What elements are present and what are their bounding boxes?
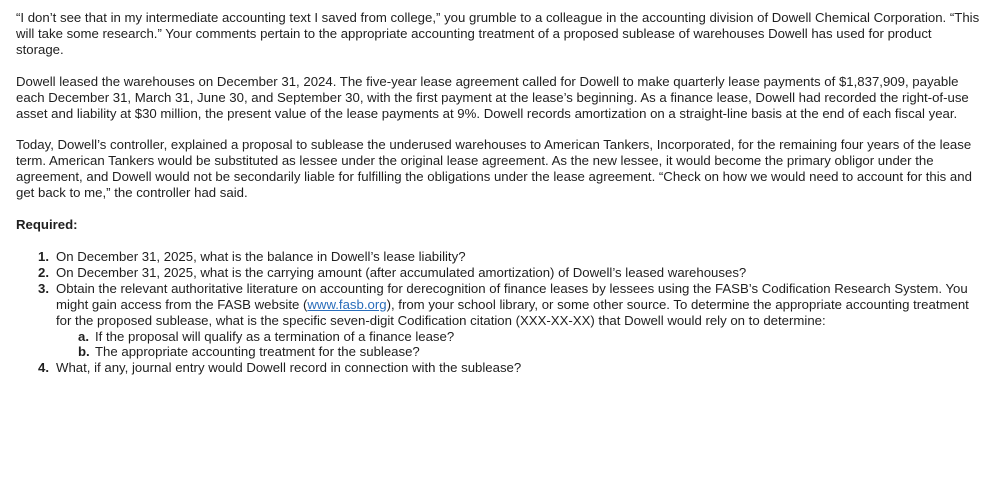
intro-paragraph-3: Today, Dowell’s controller, explained a proposal to sublease the underused warehouses to American Tankers, Incorporated, for the remaining four years of the lease term. American Tankers would be substituted as lessee under the original lease agreement. As the new lessee, it would become the primary obligor under the agreement, and Dowell would not be secondarily liable for fulfilling the obligations under the lease agreement. “Check on how we would need to account for this and get back to me,” the controller had said. <box>16 137 972 201</box>
required-item-3 <box>38 281 982 361</box>
required-subitem-letter: b. <box>78 344 90 360</box>
required-item-text: On December 31, 2025, what is the carrying amount (after accumulated amortization) of Dowell’s leased warehouses? <box>56 264 747 280</box>
required-item-number: 3. <box>38 280 49 296</box>
required-subitem-letter: a. <box>78 328 89 344</box>
required-subitem-list <box>56 329 982 361</box>
required-item-text-block <box>56 281 982 361</box>
required-item-4 <box>38 360 982 376</box>
required-item-text-start: Obtain the relevant authoritative literature on accounting for derecognition of finance leases by lessees using the FASB’s Codification Research System. You might gain access from the FASB website ( <box>56 280 968 312</box>
intro-paragraph-2: Dowell leased the warehouses on December 31, 2024. The five-year lease agreement called for Dowell to make quarterly lease payments of $1,837,909, payable each December 31, March 31, June 30, and September 30, with the first payment at the lease’s beginning. As a finance lease, Dowell had recorded the right-of-use asset and liability at $30 million, the present value of the lease payments at 9%. Dowell records amortization on a straight-line basis at the end of each fiscal year. <box>16 73 969 121</box>
required-subitem-b <box>78 344 982 360</box>
required-subitem-a <box>78 329 982 345</box>
required-item-1 <box>38 249 982 265</box>
intro-paragraph-1: “I don’t see that in my intermediate accounting text I saved from college,” you grumble to a colleague in the accounting division of Dowell Chemical Corporation. “This will take some research.” Your comments pertain to the appropriate accounting treatment of a proposed sublease of warehouses Dowell has used for product storage. <box>16 10 980 57</box>
required-item-text-end: ), from your school library, or some other source. To determine the appropriate accounting treatment for the proposed sublease, what is the specific seven-digit Codification citation (XXX-XX-XX) that Dowell would rely on to determine: <box>56 296 969 328</box>
required-heading: Required: <box>16 217 78 233</box>
required-list <box>16 249 982 376</box>
required-item-text: On December 31, 2025, what is the balance in Dowell’s lease liability? <box>56 248 466 264</box>
required-item-number: 2. <box>38 264 49 280</box>
required-subitem-text: The appropriate accounting treatment for the sublease? <box>95 344 420 360</box>
required-item-number: 1. <box>38 248 49 264</box>
required-subitem-text: If the proposal will qualify as a termination of a finance lease? <box>95 328 455 344</box>
fasb-website-link[interactable]: www.fasb.org <box>307 296 387 312</box>
required-item-number: 4. <box>38 360 49 376</box>
required-item-text: What, if any, journal entry would Dowell record in connection with the sublease? <box>56 360 522 376</box>
required-item-2 <box>38 265 982 281</box>
